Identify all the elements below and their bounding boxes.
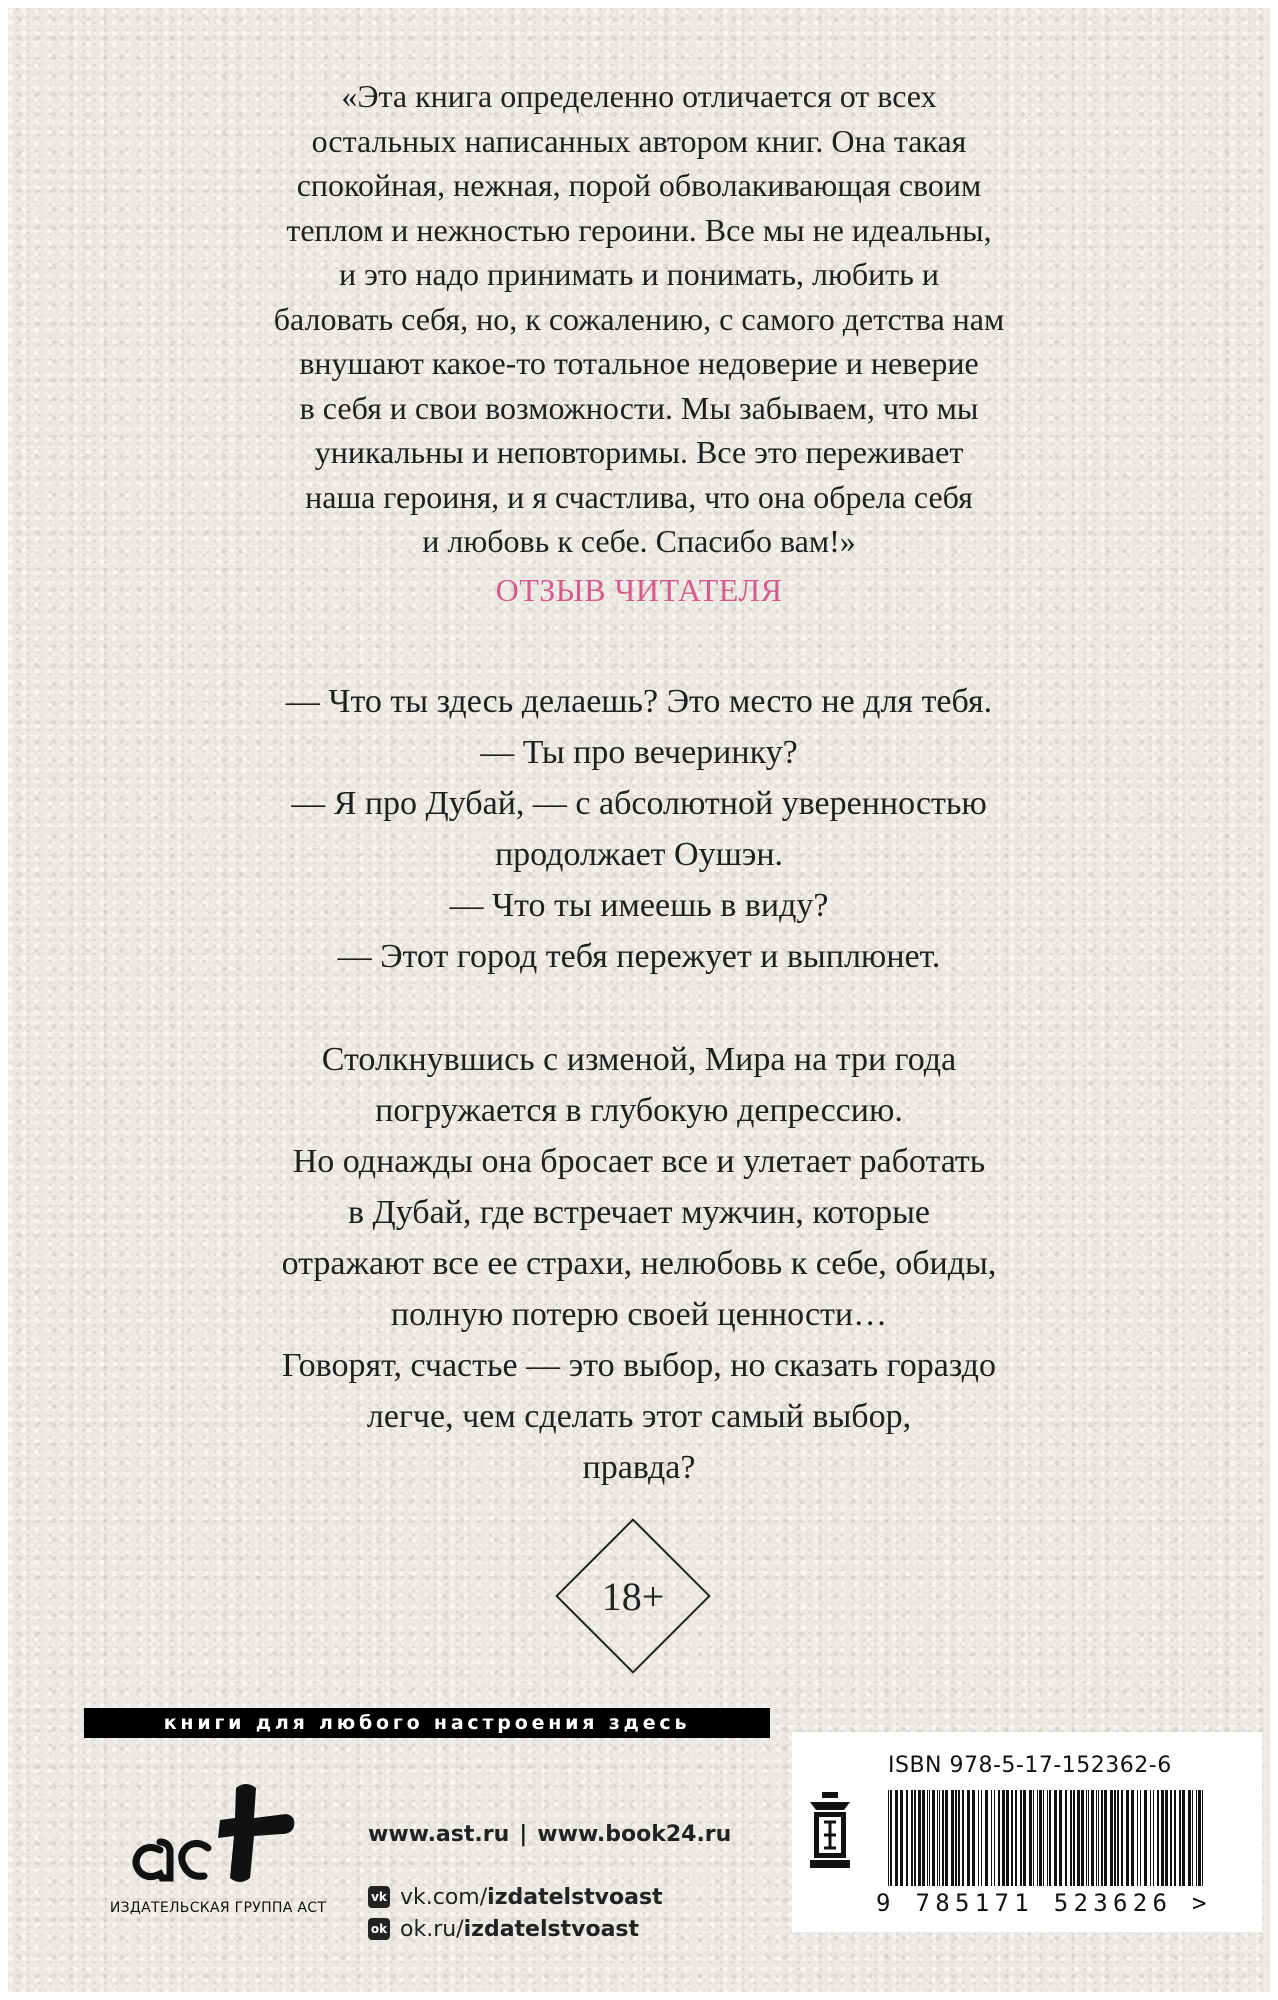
publisher-name: ИЗДАТЕЛЬСКАЯ ГРУППА АСТ xyxy=(109,1900,327,1916)
barcode-bar xyxy=(1174,1790,1176,1886)
synopsis-line: правда? xyxy=(582,1449,696,1486)
synopsis-line: Столкнувшись с изменой, Мира на три года xyxy=(321,1041,957,1078)
review-line: баловать себя, но, к сожалению, с самого детства нам xyxy=(273,300,1005,337)
dialogue-line: — Что ты имеешь в виду? xyxy=(449,887,829,924)
barcode-bar xyxy=(1126,1790,1129,1886)
barcode-bar xyxy=(958,1790,960,1886)
dialogue-line: продолжает Оушэн. xyxy=(494,836,784,873)
barcode-bar xyxy=(1137,1790,1138,1886)
review-source-label: ОТЗЫВ ЧИТАТЕЛЯ xyxy=(495,572,783,608)
barcode-bar xyxy=(1037,1790,1038,1886)
synopsis-line: Говорят, счастье — это выбор, но сказать гораздо xyxy=(282,1347,996,1384)
review-line: и это надо принимать и понимать, любить и xyxy=(339,256,939,292)
barcode-bar xyxy=(962,1790,964,1886)
barcode-bar xyxy=(1002,1790,1005,1886)
ok-handle: izdatelstvoast xyxy=(463,1916,640,1942)
barcode-bar xyxy=(1101,1790,1103,1886)
barcode-bar xyxy=(972,1790,975,1886)
barcode-bar xyxy=(1179,1790,1181,1886)
barcode-bar xyxy=(1104,1790,1107,1886)
dialogue-excerpt xyxy=(8,676,1270,982)
review-line: уникальны и неповторимы. Все это переживает xyxy=(314,434,964,470)
review-line: внушают какое-то тотальное недоверие и неверие xyxy=(299,345,979,381)
review-line: спокойная, нежная, порой обволакивающая своим xyxy=(296,167,982,203)
isbn-number: ISBN 978-5-17-152362-6 xyxy=(888,1753,1172,1778)
barcode-bar xyxy=(1049,1790,1051,1886)
barcode-bar xyxy=(888,1790,889,1886)
barcode-bar xyxy=(1073,1790,1075,1886)
barcode-bar xyxy=(900,1790,903,1886)
vk-icon: vk xyxy=(368,1886,390,1908)
barcode-bar xyxy=(895,1790,898,1886)
barcode-bar xyxy=(932,1790,935,1886)
barcode-bar xyxy=(1077,1790,1080,1886)
synopsis-line: легче, чем сделать этот самый выбор, xyxy=(366,1398,912,1435)
site-link-book24[interactable]: www.book24.ru xyxy=(537,1822,732,1847)
barcode-bar xyxy=(911,1790,913,1886)
vk-prefix: vk.com/ xyxy=(400,1884,488,1910)
barcode-bar xyxy=(1070,1790,1072,1886)
barcode-bar xyxy=(1039,1790,1042,1886)
barcode-bar xyxy=(994,1790,995,1886)
synopsis-line: погружается в глубокую депрессию. xyxy=(375,1092,903,1129)
barcode-bar xyxy=(1150,1790,1151,1886)
publisher-links xyxy=(368,1822,731,1945)
barcode-bar xyxy=(1165,1790,1168,1886)
barcode-bar xyxy=(1121,1790,1123,1886)
barcode-bar xyxy=(1011,1790,1013,1886)
barcode-bar xyxy=(1059,1790,1062,1886)
barcode-bar xyxy=(1202,1790,1203,1886)
barcode-bar xyxy=(914,1790,916,1886)
barcode-bar xyxy=(985,1790,988,1886)
barcode-bar xyxy=(1065,1790,1067,1886)
barcode-bar xyxy=(1110,1790,1113,1886)
barcode-bar xyxy=(1006,1790,1009,1886)
barcode-bar xyxy=(1192,1790,1193,1886)
ok-icon: ok xyxy=(368,1918,390,1940)
ok-prefix: ok.ru/ xyxy=(400,1916,464,1942)
tagline-banner: книги для любого настроения здесь xyxy=(84,1708,770,1738)
barcode-bar xyxy=(1157,1790,1159,1886)
barcode-bar xyxy=(1182,1790,1185,1886)
barcode-bar xyxy=(1047,1790,1048,1886)
dialogue-line: — Ты про вечеринку? xyxy=(480,734,798,771)
barcode-bar xyxy=(945,1790,948,1886)
barcode-bar xyxy=(1086,1790,1087,1886)
barcode-bar xyxy=(1161,1790,1164,1886)
dialogue-line: — Я про Дубай, — с абсолютной уверенностью xyxy=(291,785,987,822)
dialogue-line: — Что ты здесь делаешь? Это место не для тебя. xyxy=(285,683,993,720)
barcode-bar xyxy=(1098,1790,1099,1886)
barcode-bar xyxy=(1081,1790,1084,1886)
barcode-bar xyxy=(942,1790,944,1886)
review-line: «Эта книга определенно отличается от всех xyxy=(341,78,937,114)
book-back-cover xyxy=(8,8,1270,1992)
website-links xyxy=(368,1822,731,1847)
synopsis-line: полную потерю своей ценности… xyxy=(390,1296,888,1333)
barcode-bar xyxy=(890,1790,892,1886)
barcode-bar xyxy=(978,1790,979,1886)
synopsis-line: Но однажды она бросает все и улетает работать xyxy=(292,1143,986,1180)
barcode-bar xyxy=(1198,1790,1201,1886)
barcode-bar xyxy=(991,1790,992,1886)
barcode-bar xyxy=(1117,1790,1119,1886)
barcode-bar xyxy=(1188,1790,1191,1886)
synopsis-line: отражают все ее страхи, нелюбовь к себе, обиды, xyxy=(281,1245,997,1282)
barcode-bar xyxy=(951,1790,954,1886)
link-separator: | xyxy=(519,1822,528,1847)
reader-review xyxy=(8,74,1270,564)
barcode-bar xyxy=(1088,1790,1089,1886)
barcode-digits: 9 785171 523626 > xyxy=(876,1889,1212,1917)
age-rating-badge xyxy=(553,1516,713,1676)
barcode-image xyxy=(888,1790,1208,1886)
barcode-bar xyxy=(929,1790,930,1886)
barcode-bar xyxy=(1131,1790,1134,1886)
barcode-bar xyxy=(1170,1790,1172,1886)
vk-link[interactable] xyxy=(368,1881,731,1913)
barcode-bar xyxy=(1043,1790,1044,1886)
barcode-bar xyxy=(981,1790,982,1886)
review-line: остальных написанных автором книг. Она такая xyxy=(311,122,967,159)
ast-logo-icon xyxy=(118,1778,318,1888)
barcode-bar xyxy=(1140,1790,1141,1886)
review-line: теплом и нежностью героини. Все мы не идеальны, xyxy=(286,211,992,248)
age-rating-text: 18+ xyxy=(601,1573,665,1619)
barcode-bar xyxy=(1054,1790,1057,1886)
vk-handle: izdatelstvoast xyxy=(487,1884,663,1910)
barcode-bar xyxy=(1091,1790,1094,1886)
barcode-bar xyxy=(1033,1790,1034,1886)
barcode-bar xyxy=(1015,1790,1017,1886)
synopsis xyxy=(8,1034,1270,1493)
ok-link[interactable] xyxy=(368,1913,731,1945)
lantern-icon xyxy=(804,1792,856,1868)
barcode-bar xyxy=(1196,1790,1197,1886)
barcode-bar xyxy=(922,1790,925,1886)
site-link-ast[interactable]: www.ast.ru xyxy=(368,1822,510,1847)
barcode-bar xyxy=(1144,1790,1147,1886)
barcode-bar xyxy=(1020,1790,1022,1886)
dialogue-line: — Этот город тебя пережует и выплюнет. xyxy=(337,938,941,975)
review-line: наша героиня, и я счастлива, что она обрела себя xyxy=(305,478,973,515)
barcode-bar xyxy=(1029,1790,1032,1886)
barcode-panel xyxy=(792,1732,1262,1932)
barcode-bar xyxy=(939,1790,940,1886)
barcode-bar xyxy=(1023,1790,1026,1886)
barcode-bar xyxy=(937,1790,938,1886)
barcode-bar xyxy=(967,1790,970,1886)
barcode-bar xyxy=(906,1790,908,1886)
barcode-bar xyxy=(955,1790,957,1886)
barcode-bar xyxy=(927,1790,928,1886)
review-line: и любовь к себе. Спасибо вам!» xyxy=(422,523,856,559)
synopsis-line: в Дубай, где встречает мужчин, которые xyxy=(347,1194,931,1231)
barcode-bar xyxy=(918,1790,921,1886)
barcode-bar xyxy=(1153,1790,1154,1886)
barcode-bar xyxy=(1114,1790,1116,1886)
barcode-bar xyxy=(998,1790,1000,1886)
review-line: в себя и свои возможности. Мы забываем, что мы xyxy=(299,389,979,426)
barcode-bar xyxy=(1096,1790,1097,1886)
